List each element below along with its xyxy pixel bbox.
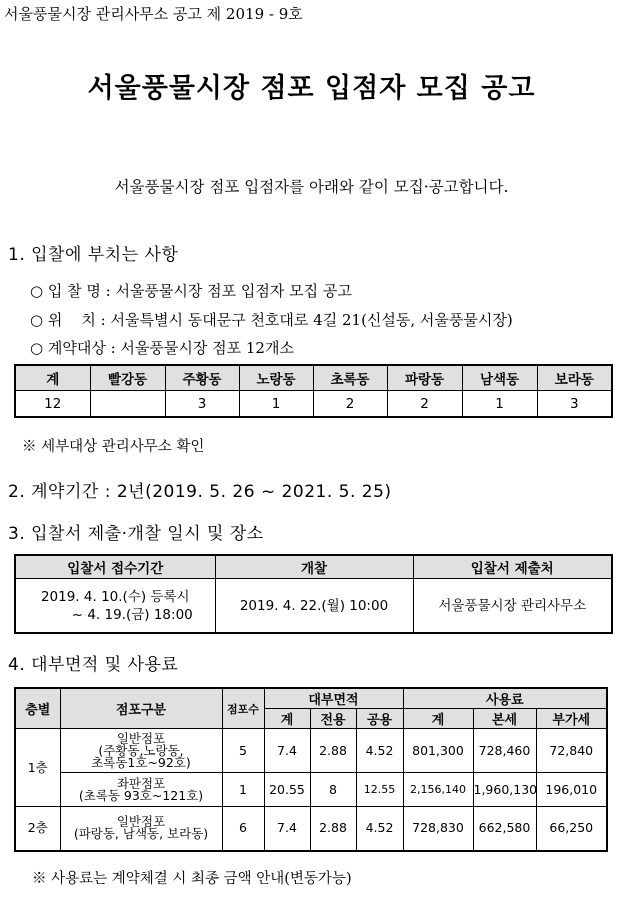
table-header-row — [15, 555, 612, 579]
count-cell: 6 — [222, 807, 264, 851]
fee-base-cell: 728,460 — [473, 729, 536, 773]
header-indigo: 남색동 — [462, 365, 537, 391]
section2-heading: 2. 계약기간 : 2년(2019. 5. 26 ~ 2021. 5. 25) — [8, 482, 392, 502]
header-count: 점포수 — [222, 688, 264, 729]
section3-heading: 3. 입찰서 제출·개찰 일시 및 장소 — [8, 524, 264, 544]
type-cell — [60, 729, 222, 773]
area-exclusive-cell: 8 — [310, 773, 356, 807]
table-row — [15, 579, 612, 634]
table-header-row — [15, 365, 612, 391]
header-place: 입찰서 제출처 — [413, 555, 612, 579]
header-fee: 사용료 — [403, 688, 607, 709]
type-line: (파랑동, 남색동, 보라동) — [73, 826, 209, 842]
type-cell — [60, 773, 222, 807]
header-fee-total: 계 — [403, 709, 473, 729]
header-floor: 층별 — [15, 688, 60, 729]
fee-total-cell: 728,830 — [403, 807, 473, 851]
fee-vat-cell: 66,250 — [536, 807, 607, 851]
table-row — [15, 729, 607, 773]
place-cell: 서울풍물시장 관리사무소 — [413, 579, 612, 634]
header-fee-vat: 부가세 — [536, 709, 607, 729]
fee-vat-cell: 72,840 — [536, 729, 607, 773]
section1-heading: 1. 입찰에 부치는 사항 — [8, 245, 179, 265]
value-orange: 3 — [165, 391, 239, 418]
header-fee-base: 본세 — [473, 709, 536, 729]
page-title: 서울풍물시장 점포 입점자 모집 공고 — [87, 73, 536, 104]
header-period: 입찰서 접수기간 — [15, 555, 215, 579]
area-total-cell: 7.4 — [264, 729, 310, 773]
section4-note: ※ 사용료는 계약체결 시 최종 금액 안내(변동가능) — [32, 871, 352, 887]
header-red: 빨강동 — [90, 365, 165, 391]
opening-cell: 2019. 4. 22.(월) 10:00 — [215, 579, 413, 634]
header-total: 계 — [15, 365, 90, 391]
table-header-row — [15, 688, 607, 709]
area-fee-table — [14, 687, 608, 852]
area-total-cell: 20.55 — [264, 773, 310, 807]
table-row — [15, 391, 612, 418]
period-line2: ~ 4. 19.(금) 18:00 — [71, 606, 193, 623]
fee-vat-cell: 196,010 — [536, 773, 607, 807]
type-line: 일반점포 — [116, 814, 166, 830]
type-line: 일반점포 — [116, 730, 166, 746]
value-red — [90, 391, 165, 418]
value-indigo: 1 — [462, 391, 537, 418]
header-opening: 개찰 — [215, 555, 413, 579]
area-common-cell: 4.52 — [356, 807, 403, 851]
value-green: 2 — [313, 391, 387, 418]
area-total-cell: 7.4 — [264, 807, 310, 851]
header-area-total: 계 — [264, 709, 310, 729]
header-yellow: 노랑동 — [239, 365, 313, 391]
floor2-cell: 2층 — [15, 807, 60, 851]
section4-heading: 4. 대부면적 및 사용료 — [8, 655, 179, 675]
section1-note: ※ 세부대상 관리사무소 확인 — [22, 439, 205, 455]
area-exclusive-cell: 2.88 — [310, 807, 356, 851]
value-violet: 3 — [537, 391, 612, 418]
fee-total-cell: 801,300 — [403, 729, 473, 773]
header-green: 초록동 — [313, 365, 387, 391]
header-blue: 파랑동 — [387, 365, 462, 391]
fee-total-cell: 2,156,140 — [403, 773, 473, 807]
notice-number: 서울풍물시장 관리사무소 공고 제 2019 - 9호 — [4, 5, 303, 23]
type-line: 좌판점포 — [116, 775, 166, 791]
value-yellow: 1 — [239, 391, 313, 418]
fee-base-cell: 662,580 — [473, 807, 536, 851]
area-common-cell: 12.55 — [356, 773, 403, 807]
period-line1: 2019. 4. 10.(수) 등록시 — [40, 588, 190, 605]
section1-item-target: ○ 계약대상 : 서울풍물시장 점포 12개소 — [30, 339, 294, 357]
header-area-exclusive: 전용 — [310, 709, 356, 729]
header-area-common: 공용 — [356, 709, 403, 729]
table-row — [15, 807, 607, 851]
value-total: 12 — [15, 391, 90, 418]
period-cell — [15, 579, 215, 634]
schedule-table — [14, 554, 613, 634]
header-violet: 보라동 — [537, 365, 612, 391]
type-line: (주황동,노랑동, — [98, 742, 184, 758]
header-type: 점포구분 — [60, 688, 222, 729]
area-exclusive-cell: 2.88 — [310, 729, 356, 773]
type-cell — [60, 807, 222, 851]
header-orange: 주황동 — [165, 365, 239, 391]
count-cell: 5 — [222, 729, 264, 773]
fee-base-cell: 1,960,130 — [473, 773, 536, 807]
section1-item-name: ○ 입 찰 명 : 서울풍물시장 점포 입점자 모집 공고 — [30, 282, 352, 300]
intro-text: 서울풍물시장 점포 입점자를 아래와 같이 모집·공고합니다. — [114, 178, 509, 196]
table-row — [15, 773, 607, 807]
section1-item-location: ○ 위 치 : 서울특별시 동대문구 천호대로 4길 21(신설동, 서울풍물시장) — [30, 311, 513, 329]
type-line: 초록동1호~92호) — [91, 754, 191, 770]
header-area: 대부면적 — [264, 688, 403, 709]
count-cell: 1 — [222, 773, 264, 807]
floor1-cell: 1층 — [15, 729, 60, 807]
value-blue: 2 — [387, 391, 462, 418]
area-common-cell: 4.52 — [356, 729, 403, 773]
store-count-table — [14, 364, 613, 418]
type-line: (초록동 93호~121호) — [78, 787, 204, 803]
